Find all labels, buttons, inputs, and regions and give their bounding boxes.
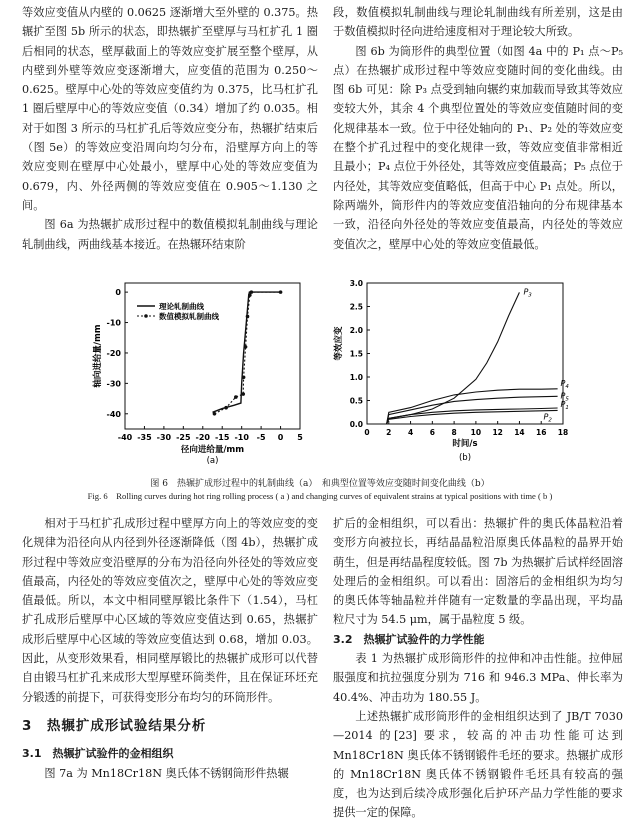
figure-caption-en: Fig. 6 Rolling curves during hot ring rolling process ( a ) and changing curves of equivalent strains at typical positions with time ( b ) [87,491,553,501]
chart-a-ytick-label: -20 [106,348,121,358]
chart-b-xtick-label: 14 [514,428,525,437]
chart-b-ytick-label: 0.0 [349,420,363,429]
paragraph: 扩后的金相组织，可以看出：热辗扩件的奥氏体晶粒沿着变形方向被拉长，再结晶晶粒沿原奥氏体晶粒的晶界开始萌生，但是再结晶程度较低。图 7b 为热辗扩后试样经固溶处理后的金相组织。可以看出：固溶后的金相组织为均匀的奥氏体等轴晶粒并伴随有一定数量的孪晶出现，平均晶粒尺寸为 54.5 μm，属于晶粒度 5 级。 [333,517,623,627]
chart-a-ylabel: 轴向进给量/mm [93,324,103,388]
chart-b-series-label: $P_3$ [523,287,532,299]
chart-b-xtick-label: 4 [407,428,414,437]
right-column-bottom [333,514,623,823]
chart-a-frame [125,283,300,429]
chart-a-ytick-label: 0 [115,288,121,298]
chart-a-xtick-label: -20 [195,433,211,442]
chart-b-xtick-label: 12 [492,428,503,437]
chart-a-point [246,315,250,319]
chart-a-point [234,395,238,399]
chart-b-xtick-label: 0 [364,428,370,437]
chart-b-series-label: $P_4$ [560,378,569,390]
chart-a-point [213,412,217,416]
chart-a-xtick-label: 0 [277,433,284,442]
chart-a-xtick-label: -10 [234,433,249,442]
chart-a-point [279,290,283,294]
chart-b-xtick-label: 2 [386,428,392,437]
chart-b-ytick-label: 0.5 [349,396,363,406]
chart-b-ylabel: 等效应变 [334,326,344,361]
chart-b-ytick-label: 2.0 [349,326,363,335]
chart-a-xtick-label: -25 [176,433,191,442]
chart-b-ytick-label: 2.5 [349,302,363,312]
right-column-top [333,3,623,254]
chart-a-point [244,345,248,349]
section-heading: 3 热辗扩成形试验结果分析 [22,717,207,734]
paragraph: 图 7a 为 Mn18Cr18N 奥氏体不锈钢筒形件热辗 [44,766,289,780]
chart-b-panel-label: (b) [458,453,472,463]
chart-b-series-label: $P_2$ [543,412,552,424]
chart-b-xtick-label: 10 [470,428,482,437]
chart-b-ytick-label: 1.5 [349,349,363,359]
chart-b-ytick-label: 1.0 [349,373,363,382]
chart-a [0,270,640,510]
chart-a-series-line [213,292,281,412]
subsection-heading: 3.1 热辗扩试验件的金相组织 [22,747,174,761]
chart-a-xtick-label: -5 [256,433,266,442]
left-column-top [22,3,318,254]
chart-b-series-line [367,292,519,424]
chart-a-legend-label: 数值模拟轧制曲线 [159,312,219,321]
paragraph: 表 1 为热辗扩成形筒形件的拉伸和冲击性能。拉伸屈服强度和抗拉强度分别为 716 和 946.3 MPa、伸长率为 40.4%、冲击功为 180.55 J。 [333,652,623,704]
chart-a-xtick-label: -35 [137,433,152,442]
chart-b-ytick-label: 3.0 [349,279,363,288]
figure-caption-cn: 图 6 热辗扩成形过程中的轧制曲线（a） 和典型位置等效应变随时间变化曲线（b） [150,479,490,489]
chart-a-point [248,293,252,297]
chart-b-xtick-label: 18 [557,428,569,437]
chart-a-ytick-label: -10 [106,318,121,328]
paragraph: 图 6a 为热辗扩成形过程中的数值模拟轧制曲线与理论轧制曲线，两曲线基本接近。在热辗环结束阶 [22,218,318,251]
chart-a-xtick-label: -15 [214,433,230,442]
chart-b-xtick-label: 6 [429,428,435,437]
chart-b-series-label: $P_5$ [560,391,569,403]
chart-b-frame [367,283,563,424]
chart-a-xtick-label: -30 [156,433,172,442]
chart-a-point [241,392,245,396]
paragraph: 图 6b 为筒形件的典型位置（如图 4a 中的 P₁ 点～P₅ 点）在热辗扩成形过程中等效应变随时间的变化曲线。由图 6b 可见：除 P₃ 点受到轴向辗约束加载而导致其等效应变较大外，其余 4 个典型位置处的等效应变值随时间的变化规律基本一致。位于中径处轴向的 P₁、P₂ 处的等效应变在整个扩孔过程中的变化规律一致，等效应变值非常相近且最小；P₄ 点位于外径处，其等效应变值最高；P₅ 点位于内径处，其等效应变值略低，但高于中心 P₁ 点处。所以，除两端外，筒形件内的等效应变值沿轴向的分布规律基本一致，沿径向外径处的等效应变值最高，内径处的等效应变值次之，壁厚中心处的等效应变值最低。 [333,44,623,251]
left-column-bottom [22,514,318,783]
figure-6 [0,270,640,510]
chart-b-xlabel: 时间/s [452,439,478,449]
paragraph: 段，数值模拟轧制曲线与理论轧制曲线有所差别，这是由于数值模拟时径向进给速度相对于理论较大所致。 [333,6,623,39]
chart-a-point [242,375,246,379]
chart-a-ytick-label: -30 [106,379,121,389]
chart-a-legend-label: 理论轧制曲线 [159,302,204,311]
chart-a-ytick-label: -40 [106,409,121,419]
subsection-heading: 3.2 热辗扩试验件的力学性能 [333,632,485,646]
paragraph: 等效应变值从内壁的 0.0625 逐渐增大至外壁的 0.375。热辗扩至图 5b 所示的状态，即热辗扩至壁厚与马杠扩孔 1 圈后相同的状态，壁厚截面上的等效应变扩展至整个壁厚，从内壁到外壁等效应变逐渐增大，应变值的范围为 0.250～0.625。壁厚中心处的等效应变值约为 0.375，比马杠扩孔 1 圈后壁厚中心的等效应变值（0.34）增加了约 0.035。相对于如图 3 所示的马杠扩孔后等效应变分布，热辗扩结束后（图 5e）的等效应变沿周向均匀分布，沿壁厚方向上的等效应变则在壁厚中心处最小，壁厚中心处的等效应变值为 0.679，内、外径两侧的等效应变值在 0.905～1.130 之间。 [22,6,318,212]
paragraph: 相对于马杠扩孔成形过程中壁厚方向上的等效应变的变化规律为沿径向从内径到外径逐渐降低（图 4b），热辗扩成形过程中等效应变沿壁厚的分布为沿径向外径处的等效应变值最高，内径处的等效应变值次之，壁厚中心处的等效应变值最低。所以，本文中相同壁厚锻比条件下（1.54），马杠扩孔成形后壁厚中心区域的等效应变值达到 0.65，热辗扩成形后壁厚中心区域的等效应变值达到 0.68，增加 0.03。因此，从变形效果看，相同壁厚锻比的热辗扩成形可以代替自由锻马杠扩孔来成形大型厚壁环筒类件，且在保证环坯充分锻透的前提下，可获得变形分布均匀的环筒形件。 [22,517,318,704]
chart-a-panel-label: (a) [206,456,219,466]
chart-a-xtick-label: -40 [117,433,133,442]
paragraph: 上述热辗扩成形筒形件的金相组织达到了 JB/T 7030—2014 的[23] 要求，较高的冲击功性能可达到 Mn18Cr18N 奥氏体不锈钢锻件毛坯的要求。热辗扩成形的 Mn18Cr18N 奥氏体不锈钢锻件毛坯具有较高的强度，也为达到后续冷成形强化后护环产品力学性能的要求提供一定的保障。 [333,709,623,820]
chart-a-legend-marker [144,314,148,318]
chart-a-point [224,406,228,410]
chart-b-xtick-label: 8 [451,428,457,437]
chart-b-series-label: $P_1$ [560,400,569,412]
chart-a-point [250,290,254,294]
chart-a-xlabel: 径向进给量/mm [180,445,245,455]
chart-a-xtick-label: 5 [297,433,303,442]
chart-b-xtick-label: 16 [536,428,547,437]
